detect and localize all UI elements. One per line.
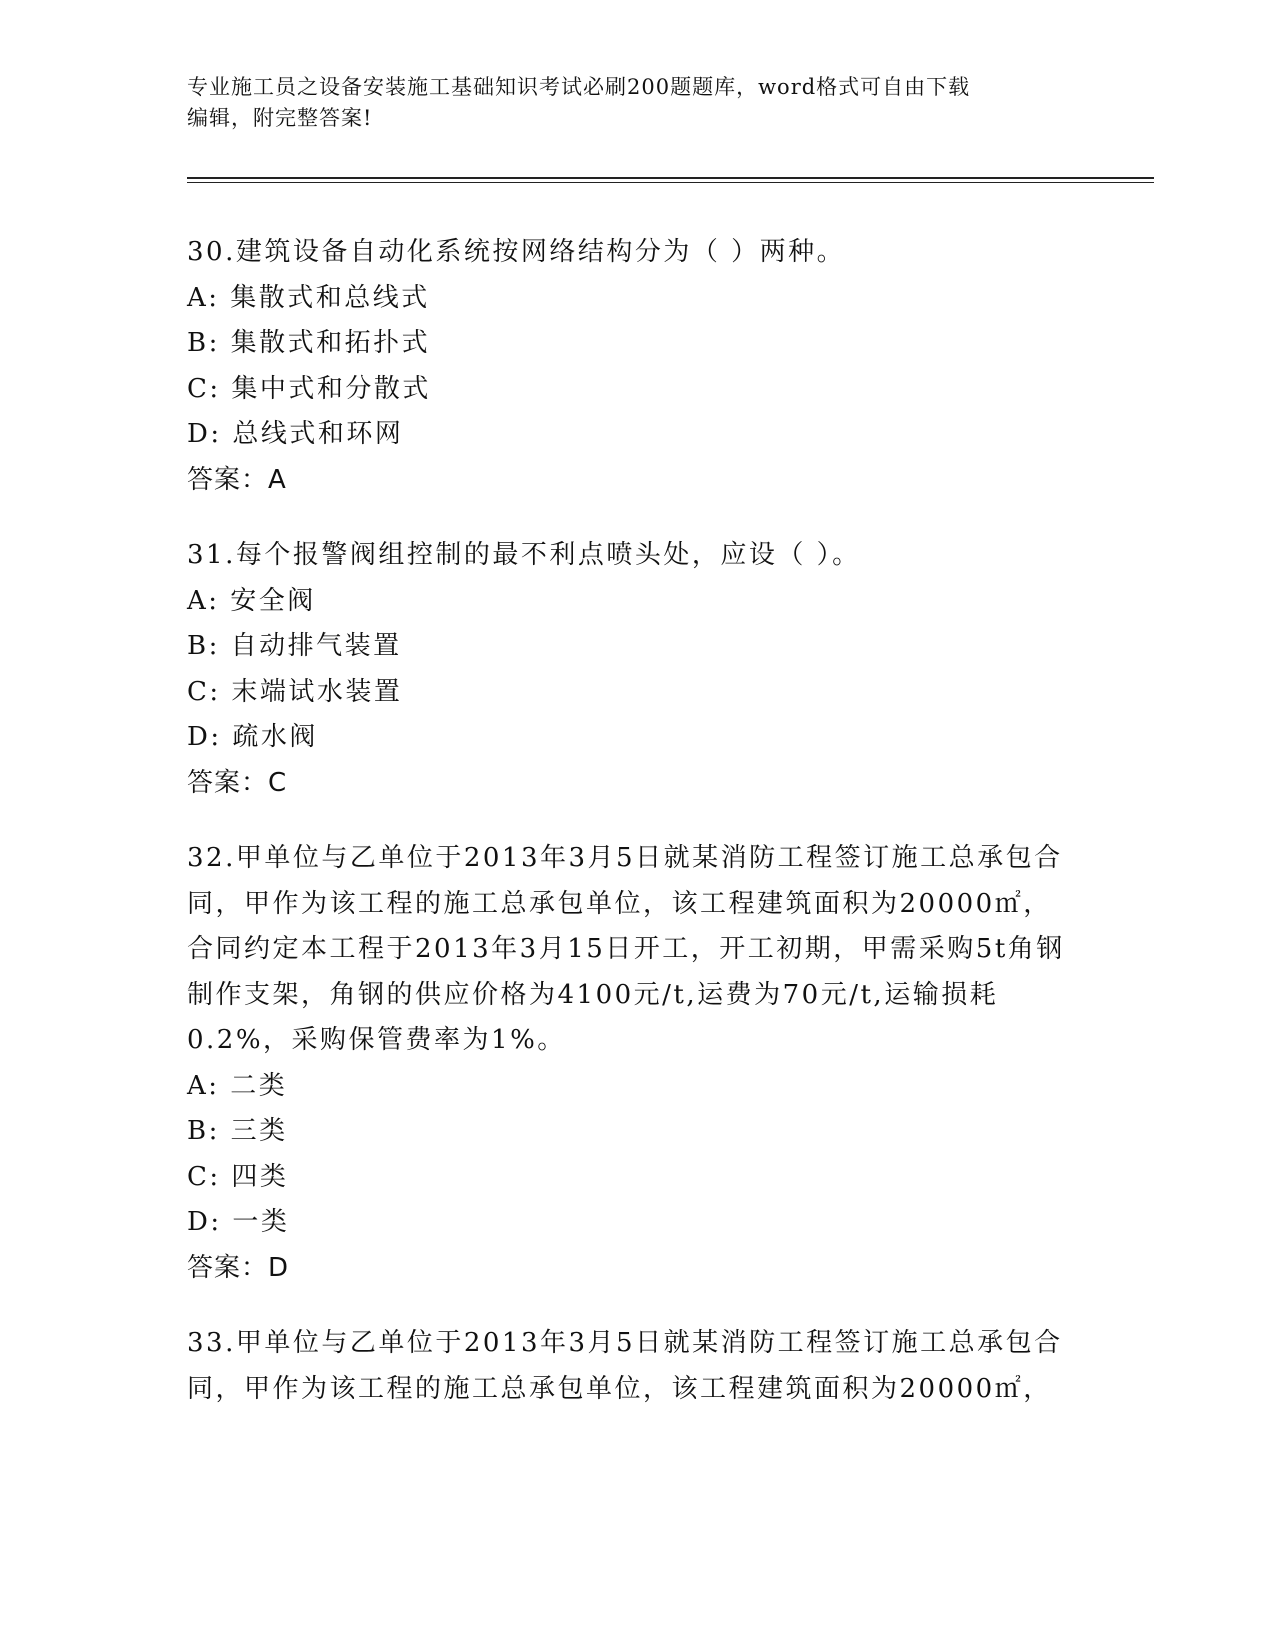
option-d: D: 一类	[187, 1207, 290, 1237]
option-a: A: 集散式和总线式	[187, 282, 430, 313]
answer-line: 答案：C	[187, 767, 288, 798]
answer-line: 答案：A	[187, 464, 287, 495]
question-33	[187, 1321, 1087, 1412]
question-30	[187, 230, 1087, 503]
option-b: B: 自动排气装置	[187, 631, 402, 661]
question-stem: 31.每个报警阀组控制的最不利点喷头处，应设（ ）。	[187, 540, 861, 570]
option-a: A: 二类	[187, 1070, 288, 1101]
question-stem: 30.建筑设备自动化系统按网络结构分为（ ）两种。	[187, 237, 846, 267]
header-title-line-1: 专业施工员之设备安装施工基础知识考试必刷200题题库，word格式可自由下载	[187, 75, 971, 99]
option-d: D: 疏水阀	[187, 722, 318, 752]
option-c: C: 集中式和分散式	[187, 373, 431, 404]
option-d: D: 总线式和环网	[187, 419, 404, 449]
header-title-line-2: 编辑，附完整答案!	[187, 106, 373, 130]
option-b: B: 三类	[187, 1116, 288, 1146]
option-a: A: 安全阀	[187, 585, 316, 616]
header-divider-thick	[187, 177, 1154, 179]
option-c: C: 末端试水装置	[187, 676, 403, 707]
question-31	[187, 533, 1087, 806]
option-c: C: 四类	[187, 1161, 289, 1192]
question-stem: 33.甲单位与乙单位于2013年3月5日就某消防工程签订施工总承包合同，甲作为该工程的施工总承包单位，该工程建筑面积为20000㎡，	[187, 1328, 1063, 1404]
question-list	[187, 230, 1087, 1442]
question-32	[187, 836, 1087, 1291]
question-stem: 32.甲单位与乙单位于2013年3月5日就某消防工程签订施工总承包合同，甲作为该工程的施工总承包单位，该工程建筑面积为20000㎡，合同约定本工程于2013年3月15日开工，开工初期，甲需采购5t角钢制作支架，角钢的供应价格为4100元/t,运费为70元/t,运输损耗0.2%，采购保管费率为1%。	[187, 843, 1065, 1055]
document-header	[187, 72, 1067, 134]
answer-line: 答案：D	[187, 1252, 290, 1283]
option-b: B: 集散式和拓扑式	[187, 328, 431, 358]
header-divider-thin	[187, 182, 1154, 183]
